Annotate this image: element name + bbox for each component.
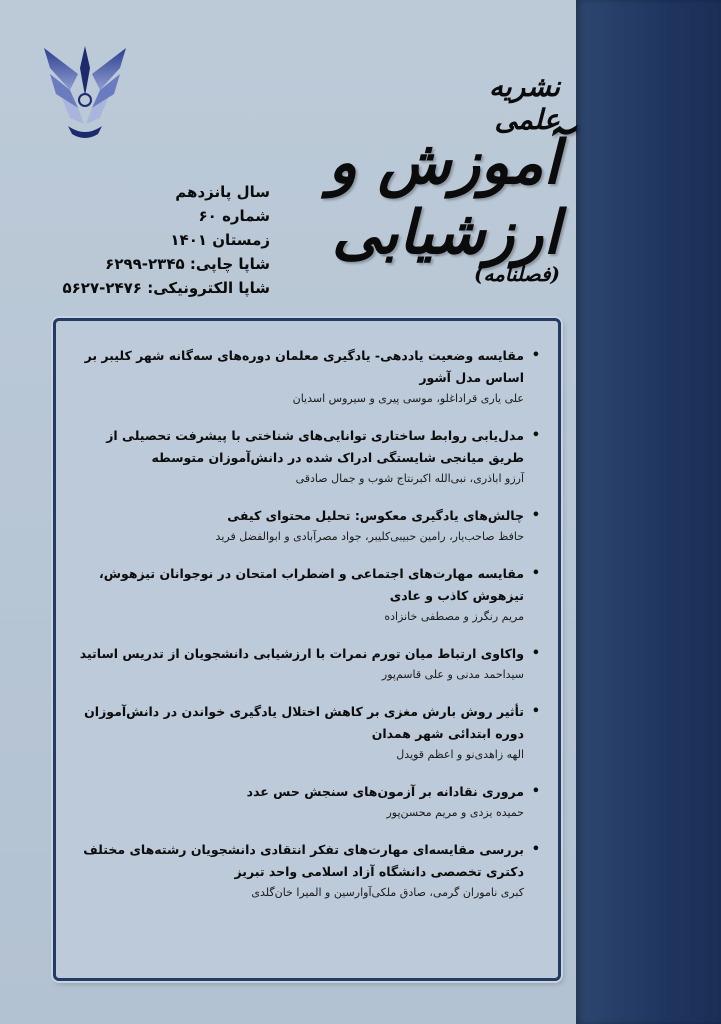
article-authors: حمیده یزدی و مریم محسن‌پور — [386, 806, 524, 819]
issue-meta — [40, 180, 270, 300]
article-title: • مقایسه وضعیت یاددهی- یادگیری معلمان دوره‌های سه‌گانه شهر کلیبر بر اساس مدل آشور — [68, 345, 540, 389]
article-authors: سیداحمد مدنی و علی قاسم‌پور — [381, 668, 524, 681]
article-title: • تأثیر روش بارش مغزی بر کاهش اختلال یادگیری خواندن در دانش‌آموزان دوره ابتدائی شهر همدان — [68, 701, 540, 745]
article-title: • چالش‌های یادگیری معکوس: تحلیل محتوای کیفی — [68, 505, 540, 527]
table-of-contents — [53, 318, 561, 981]
article-authors: علی یاری قراداغلو، موسی پیری و سیروس اسدیان — [292, 392, 524, 405]
article-title: • مدل‌یابی روابط ساختاری توانایی‌های شناختی با پیشرفت تحصیلی از طریق میانجی شایستگی ادراک شده در دانش‌آموزان متوسطه — [68, 425, 540, 469]
journal-title: آموزش و ارزشیابی — [328, 128, 560, 268]
article-authors: حافظ صاحب‌یار، رامین حبیبی‌کلیبر، جواد مصرآبادی و ابوالفضل فرید — [215, 530, 524, 543]
article-title: • واکاوی ارتباط میان تورم نمرات با ارزشیابی دانشجویان از تدریس اساتید — [68, 643, 540, 665]
toc-item — [68, 701, 540, 765]
journal-subtitle: (فصلنامه) — [473, 262, 560, 286]
issue-number: شماره ۶۰ — [198, 207, 270, 225]
article-title: • مقایسه مهارت‌های اجتماعی و اضطراب امتحان در نوجوانان تیزهوش، تیزهوش کاذب و عادی — [68, 563, 540, 607]
issue-season: زمستان ۱۴۰۱ — [170, 231, 270, 249]
electronic-issn: شاپا الکترونیکی: ۲۴۷۶-۵۶۲۷ — [62, 279, 270, 297]
print-issn: شاپا چاپی: ۲۳۴۵-۶۲۹۹ — [105, 255, 270, 273]
article-authors: کبری ناموران گرمی، صادق ملکی‌آوارسین و المیرا خان‌گلدی — [251, 886, 524, 899]
toc-item — [68, 505, 540, 547]
article-authors: مریم رنگرز و مصطفی خانزاده — [384, 610, 524, 623]
issue-year: سال پانزدهم — [175, 183, 270, 201]
toc-item — [68, 839, 540, 903]
university-logo-icon — [40, 38, 130, 158]
toc-item — [68, 781, 540, 823]
article-title: • بررسی مقایسه‌ای مهارت‌های تفکر انتقادی دانشجویان رشته‌های مختلف دکتری تخصصی دانشگاه آزاد اسلامی واحد تبریز — [68, 839, 540, 883]
article-authors: الهه زاهدی‌نو و اعظم قویدل — [396, 748, 524, 761]
toc-item — [68, 345, 540, 409]
toc-item — [68, 643, 540, 685]
journal-kicker: نشریه علمی — [488, 70, 560, 136]
toc-item — [68, 563, 540, 627]
article-title: • مروری نقادانه بر آزمون‌های سنجش حس عدد — [68, 781, 540, 803]
article-authors: آرزو اباذری، نبی‌الله اکبرنتاج شوب و جمال صادقی — [295, 472, 524, 485]
toc-list — [68, 345, 540, 919]
toc-item — [68, 425, 540, 489]
cover-spine — [576, 0, 721, 1024]
